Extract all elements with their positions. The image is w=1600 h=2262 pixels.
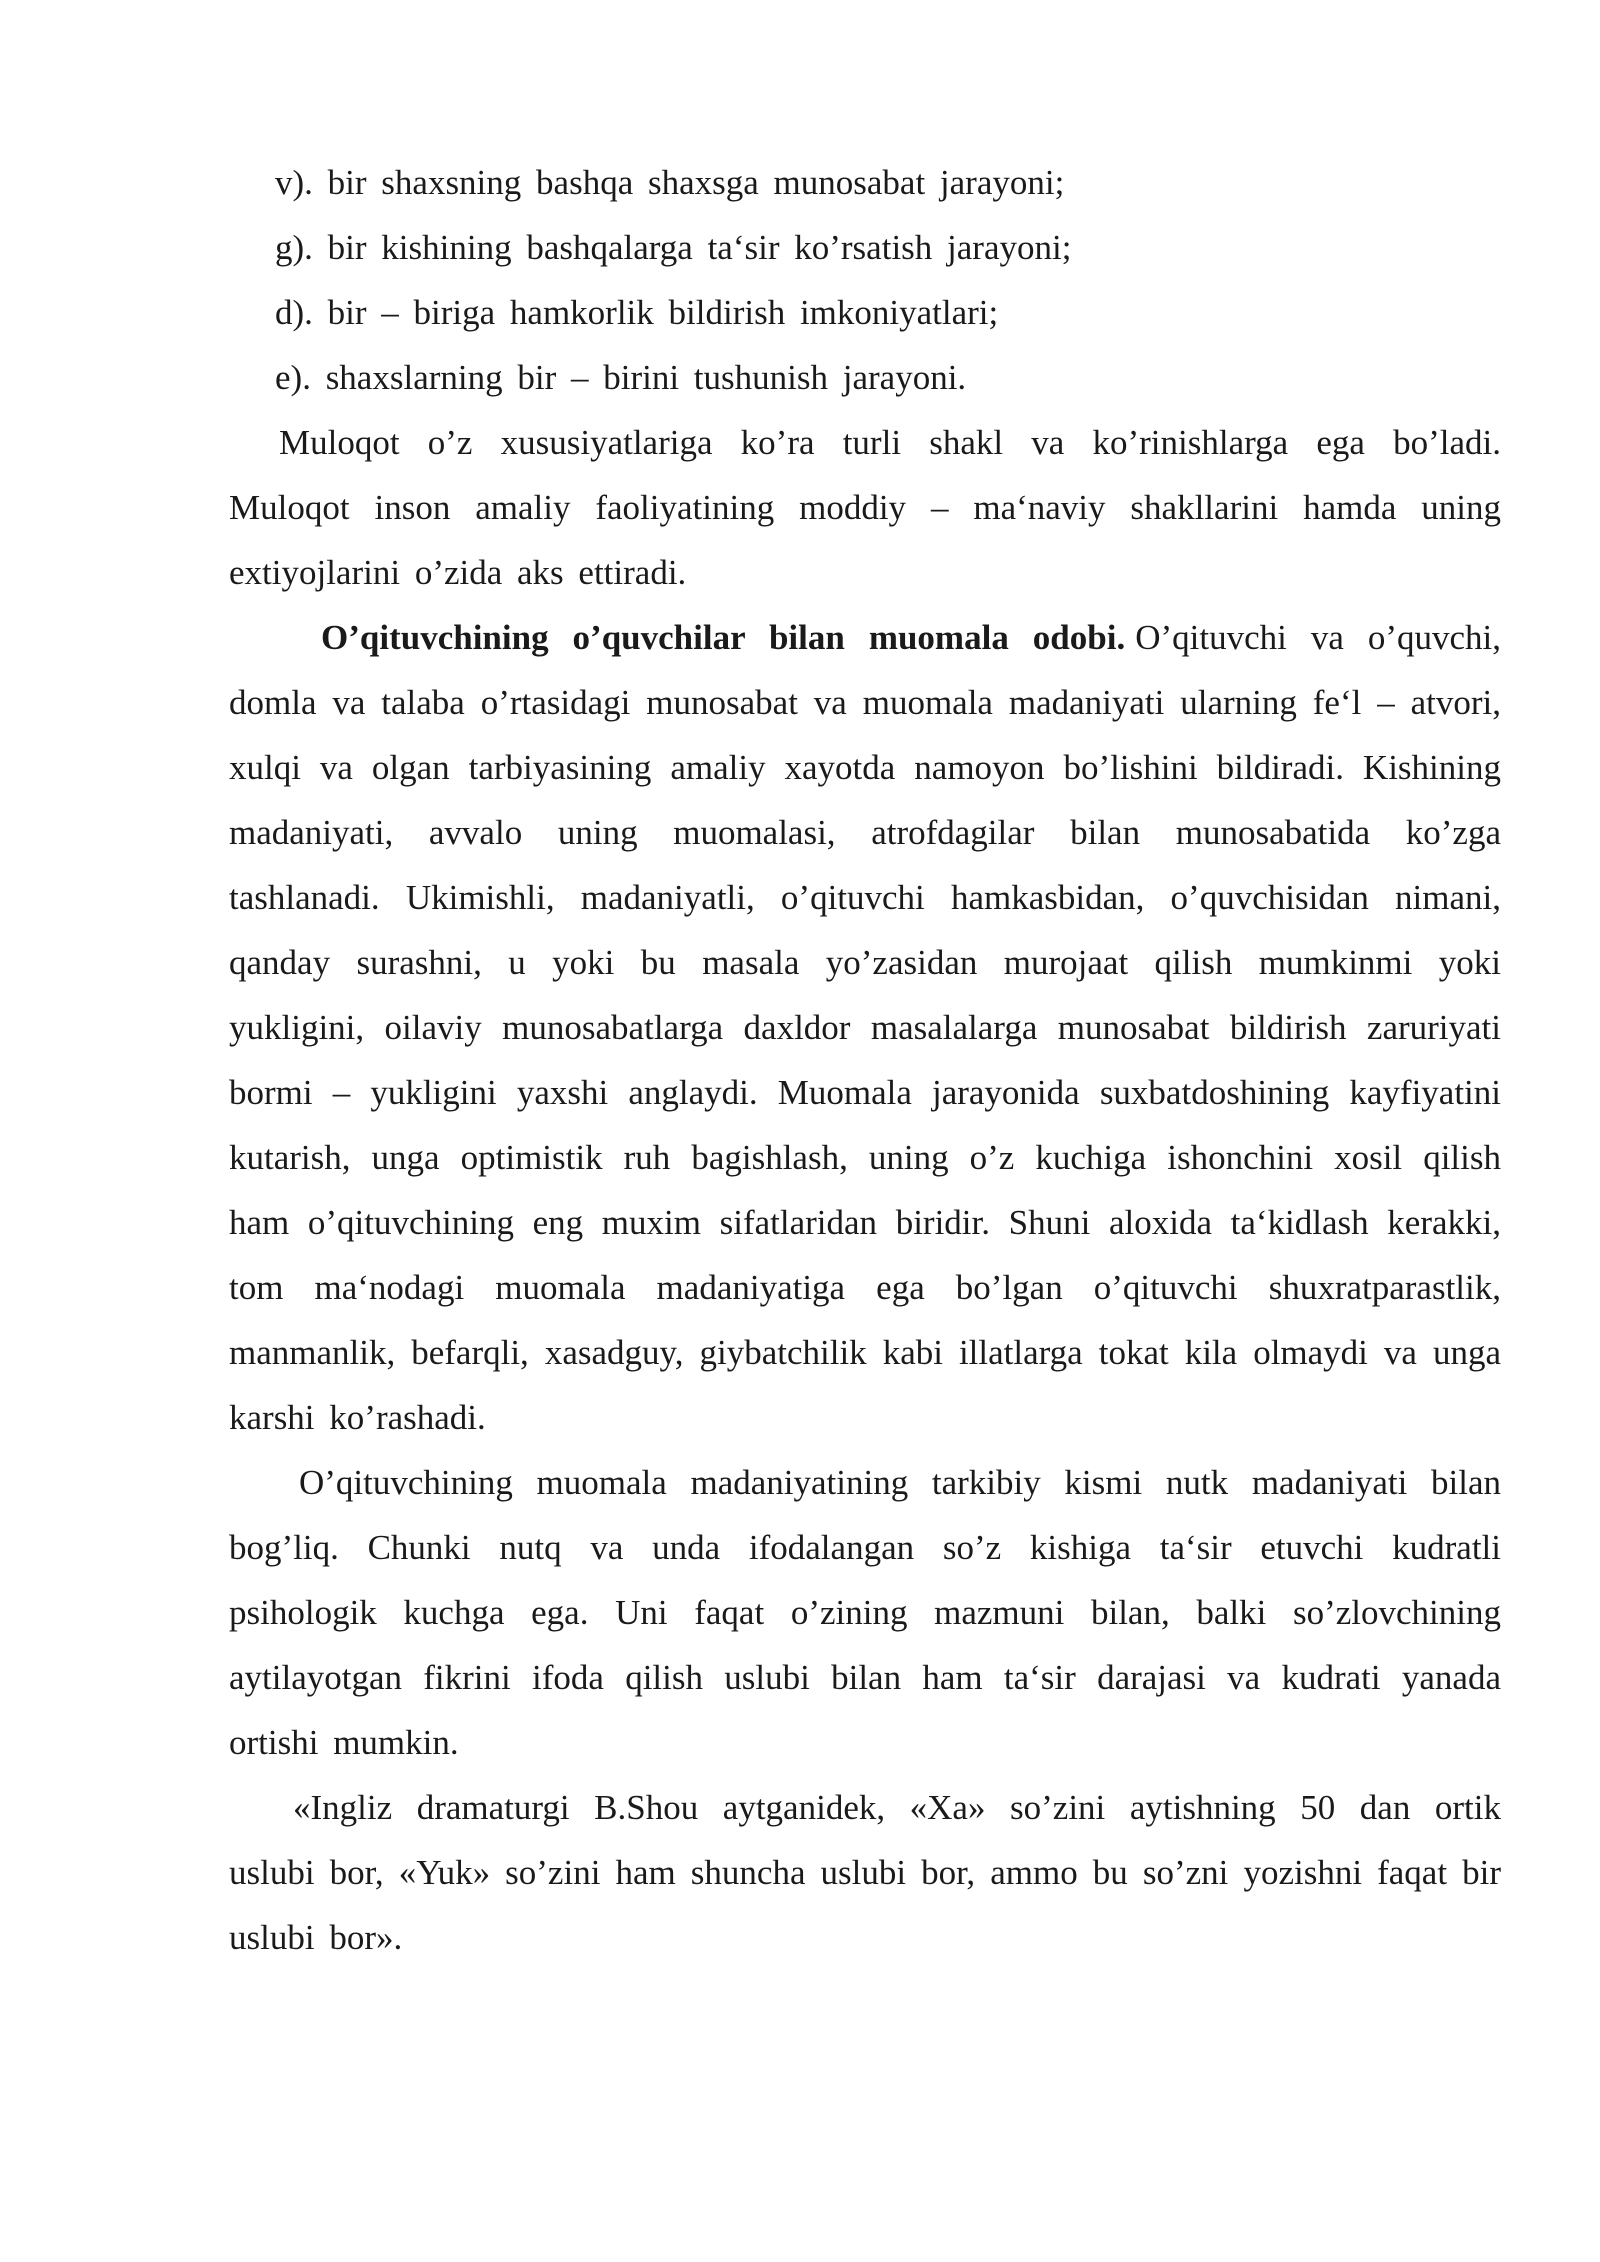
section-heading: O’qituvchining o’quvchilar bilan muomala odobi.: [321, 618, 1126, 657]
list-item-e: e). shaxslarning bir – birini tushunish jarayoni.: [275, 358, 967, 397]
list-item-g: g). bir kishining bashqalarga ta‘sir ko’rsatish jarayoni;: [275, 228, 1072, 267]
list-item-d: d). bir – biriga hamkorlik bildirish imkoniyatlari;: [275, 293, 999, 332]
list-item-v: v). bir shaxsning bashqa shaxsga munosabat jarayoni;: [275, 163, 1065, 202]
paragraph-shou-quote: «Ingliz dramaturgi B.Shou aytganidek, «Xa» so’zini aytishning 50 dan ortik uslubi bor, «Yuk» so’zini ham shuncha uslubi bor, ammo bu so’zni yozishni faqat bir uslubi bor».: [229, 1788, 1501, 1957]
paragraph-nutk-madaniyati: O’qituvchining muomala madaniyatining tarkibiy kismi nutk madaniyati bilan bog’liq. Chunki nutq va unda ifodalangan so’z kishiga ta‘sir etuvchi kudratli psihologik kuchga ega. Uni faqat o’zining mazmuni bilan, balki so’zlovchining aytilayotgan fikrini ifoda qilish uslubi bilan ham ta‘sir darajasi va kudrati yanada ortishi mumkin.: [229, 1463, 1501, 1762]
paragraph-muloqot: Muloqot o’z xususiyatlariga ko’ra turli shakl va ko’rinishlarga ega bo’ladi. Muloqot inson amaliy faoliyatining moddiy – ma‘naviy shakllarini hamda uning extiyojlarini o’zida aks ettiradi.: [229, 423, 1501, 592]
paragraph-muomala-odobi-body: O’qituvchi va o’quvchi, domla va talaba o’rtasidagi munosabat va muomala madaniyati ularning fe‘l – atvori, xulqi va olgan tarbiyasining amaliy xayotda namoyon bo’lishini bildiradi. Kishining madaniyati, avvalo uning muomalasi, atrofdagilar bilan munosabatida ko’zga tashlanadi. Ukimishli, madaniyatli, o’qituvchi hamkasbidan, o’quvchisidan nimani, qanday surashni, u yoki bu masala yo’zasidan murojaat qilish mumkinmi yoki yukligini, oilaviy munosabatlarga daxldor masalalarga munosabat bildirish zaruriyati bormi – yukligini yaxshi anglaydi. Muomala jarayonida suxbatdoshining kayfiyatini kutarish, unga optimistik ruh bagishlash, uning o’z kuchiga ishonchini xosil qilish ham o’qituvchining eng muxim sifatlaridan biridir. Shuni aloxida ta‘kidlash kerakki, tom ma‘nodagi muomala madaniyatiga ega bo’lgan o’qituvchi shuxratparastlik, manmanlik, befarqli, xasadguy, giybatchilik kabi illatlarga tokat kila olmaydi va unga karshi ko’rashadi.: [229, 618, 1501, 1437]
paragraph-muomala-odobi: [229, 605, 1501, 1450]
document-body: [229, 150, 1501, 1970]
